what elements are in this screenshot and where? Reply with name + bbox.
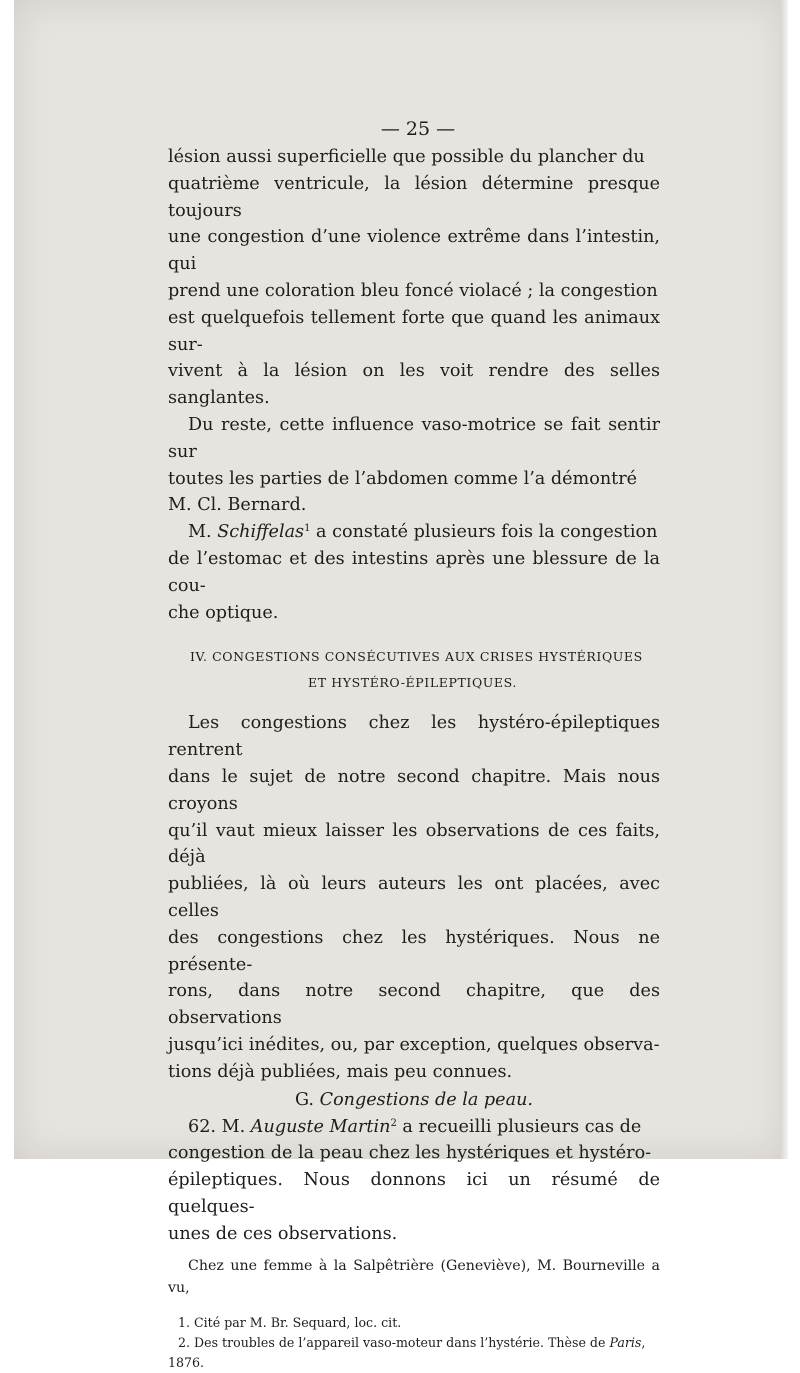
text-line: che optique. (168, 602, 279, 623)
paragraph-5 (168, 1114, 660, 1248)
author-name: Schiffelas (217, 522, 305, 543)
page-edge (780, 0, 788, 1159)
text-fragment: 2. Des troubles de l’appareil vaso-moteur dans l’hystérie. Thèse de (178, 1335, 610, 1351)
observation-start: Chez une femme à la Salpêtrière (Geneviève), M. Bourneville a vu, (168, 1258, 660, 1297)
text-line: prend une coloration bleu foncé violacé ; la congestion (168, 280, 658, 301)
page-number: — 25 — (380, 118, 456, 140)
section-heading: IV. CONGESTIONS CONSÉCUTIVES AUX CRISES HYSTÉRIQUES (190, 649, 643, 665)
text-line: une congestion d’une violence extrême dans l’intestin, qui (168, 227, 660, 275)
section-heading-continued: ET HYSTÉRO-ÉPILEPTIQUES. (308, 675, 517, 691)
text-line: lésion aussi superficielle que possible du plancher du (168, 147, 645, 167)
text-fragment: a recueilli plusieurs cas de (396, 1116, 642, 1137)
paragraph-1 (168, 144, 660, 412)
text-line (168, 519, 660, 546)
footnote-1: 1. Cité par M. Br. Sequard, loc. cit. (178, 1315, 402, 1331)
text-line: des congestions chez les hystériques. Nous ne présente- (168, 927, 660, 975)
subheading-letter: G. (294, 1089, 315, 1110)
text-line: M. Cl. Bernard. (168, 495, 307, 516)
text-line (168, 1114, 660, 1141)
footnotes (168, 1313, 660, 1373)
text-fragment: , (641, 1335, 646, 1351)
text-fragment: M. (188, 522, 218, 543)
footnote-2-continued: 1876. (168, 1355, 205, 1371)
paragraph-3 (168, 519, 660, 626)
text-fragment: Paris (609, 1335, 642, 1351)
footnote-mark: 1 (304, 523, 311, 535)
text-line: publiées, là où leurs auteurs les ont placées, avec celles (168, 874, 660, 921)
text-line: qu’il vaut mieux laisser les observations de ces faits, déjà (168, 820, 660, 868)
text-line: jusqu’ici inédites, ou, par exception, quelques observa- (168, 1034, 660, 1055)
footnote-mark: 2 (390, 1117, 397, 1129)
text-line: unes de ces observations. (168, 1223, 398, 1244)
text-fragment: a constaté plusieurs fois la congestion (310, 522, 658, 543)
page-text (168, 114, 660, 1373)
text-line: épileptiques. Nous donnons ici un résumé de quelques- (168, 1170, 660, 1217)
footnote-2 (168, 1333, 660, 1353)
text-line: Les congestions chez les hystéro-épileptiques rentrent (168, 713, 660, 761)
subheading-title: Congestions de la peau. (319, 1089, 534, 1110)
text-line: congestion de la peau chez les hystériques et hystéro- (168, 1143, 652, 1164)
paragraph-4 (168, 710, 660, 1085)
text-line: est quelquefois tellement forte que quand les animaux sur- (168, 307, 660, 355)
text-line: vivent à la lésion on les voit rendre des selles sanglantes. (168, 361, 660, 409)
text-fragment: 62. M. (188, 1116, 251, 1137)
text-line: toutes les parties de l’abdomen comme l’a démontré (168, 468, 638, 489)
text-line: quatrième ventricule, la lésion détermine presque toujours (168, 173, 660, 221)
author-name: Auguste Martin (250, 1116, 391, 1137)
paragraph-2 (168, 412, 660, 519)
text-line: de l’estomac et des intestins après une blessure de la cou- (168, 548, 660, 596)
text-line: dans le sujet de notre second chapitre. Mais nous croyons (168, 766, 660, 814)
subheading (168, 1086, 660, 1114)
text-line: Du reste, cette influence vaso-motrice se fait sentir sur (168, 414, 660, 462)
text-line: tions déjà publiées, mais peu connues. (168, 1061, 513, 1082)
text-line: rons, dans notre second chapitre, que des observations (168, 981, 660, 1029)
